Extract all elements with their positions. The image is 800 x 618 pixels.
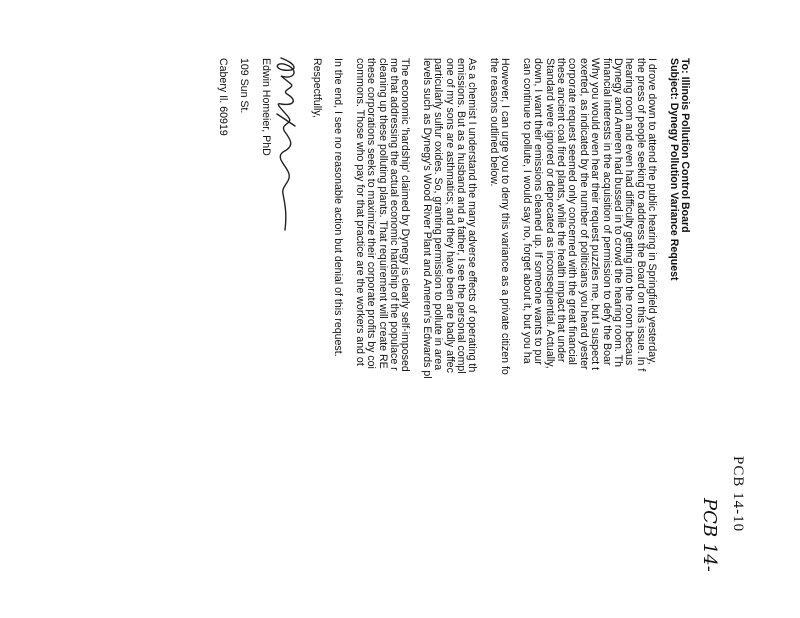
paragraph-2 bbox=[488, 58, 511, 618]
text-line: exerted, as indicated by the number of politicians you heard yester bbox=[577, 58, 590, 370]
text-line: down, I want their emissions cleaned up. If someone wants to pur bbox=[532, 58, 545, 365]
text-line: The economic 'hardship' claimed by Dynegy is clearly self-imposed bbox=[399, 58, 412, 372]
text-line: I drove down to attend the public hearing in Springfield yesterday, bbox=[646, 58, 659, 365]
handwritten-signature bbox=[271, 58, 301, 618]
paragraph-1 bbox=[520, 58, 657, 618]
text-line: hearing room and even had difficulty getting into the room becaus bbox=[623, 58, 636, 366]
text-line: In the end, I see no reasonable action but denial of this request. bbox=[332, 58, 345, 357]
text-line: levels such as Dynegy's Wood River Plant and Ameren's Edwards pl bbox=[420, 58, 433, 379]
handwritten-pcb-note: PCB 14- bbox=[699, 498, 720, 572]
text-line: Why you would even hear their request puzzles me, but I suspect t bbox=[589, 58, 602, 371]
closing: Respectfully, bbox=[311, 58, 324, 118]
text-line: financial interests in the acquisition of permission to defy the Boar bbox=[600, 58, 613, 366]
text-line: commons. Those who pay for that practice are the workers and ot bbox=[353, 58, 366, 366]
signature-block bbox=[216, 58, 322, 618]
text-line: these ancient coal fired plants, while the health impact that under bbox=[554, 58, 567, 363]
text-line: Standard were ignored or deprecated as inconsequential. Actually, bbox=[543, 58, 556, 369]
paragraph-4 bbox=[353, 58, 410, 618]
text-line: particularly sulfur oxides. So, granting permission to pollute in area bbox=[432, 58, 445, 371]
to-line: To: Illinois Pollution Control Board bbox=[679, 58, 691, 233]
text-line: can continue to pollute, I would say no, forget about it, but you ha bbox=[520, 58, 533, 364]
pcb-stamp: PCB 14-10 bbox=[730, 456, 746, 533]
text-line: However, I can urge you to deny this variance as a private citizen fo bbox=[499, 58, 512, 375]
sender-street: 109 Sun St. bbox=[238, 58, 251, 114]
paragraph-5 bbox=[332, 58, 343, 618]
letter-body bbox=[206, 58, 690, 618]
text-line: Dynegy and Ameren had bussed in to crowd the hearing room. Th bbox=[611, 58, 624, 367]
text-line: corporate request seemed only concerned with the great financial bbox=[566, 58, 579, 365]
text-line: the press of people seeking to address the Board on this issue. In f bbox=[634, 58, 647, 372]
text-line: the reasons outlined below. bbox=[487, 58, 500, 187]
subject-line: Subject: Dynegy Pollution Variance Request bbox=[667, 58, 680, 281]
text-line: these corporations seeks to maximize their corporate profits by coi bbox=[365, 58, 378, 369]
text-line: cleaning up these polluting plants. That requirement will create RE bbox=[376, 58, 389, 369]
text-line: emissions. But as a husband and a father, I see the personal compl bbox=[455, 58, 468, 374]
text-line: one of my sons are asthmatics; and they have been are badly affec bbox=[443, 58, 456, 373]
text-line: As a chemist I understand the many adverse effects of operating th bbox=[466, 58, 479, 373]
sender-name: Edwin Homeier, PhD bbox=[259, 58, 272, 156]
sender-city: Cabery Il. 60919 bbox=[216, 58, 229, 136]
text-line: me that addressing the actual economic hardship of the populace r bbox=[388, 58, 401, 371]
signature-scribble bbox=[269, 54, 303, 254]
paragraph-3 bbox=[420, 58, 477, 618]
